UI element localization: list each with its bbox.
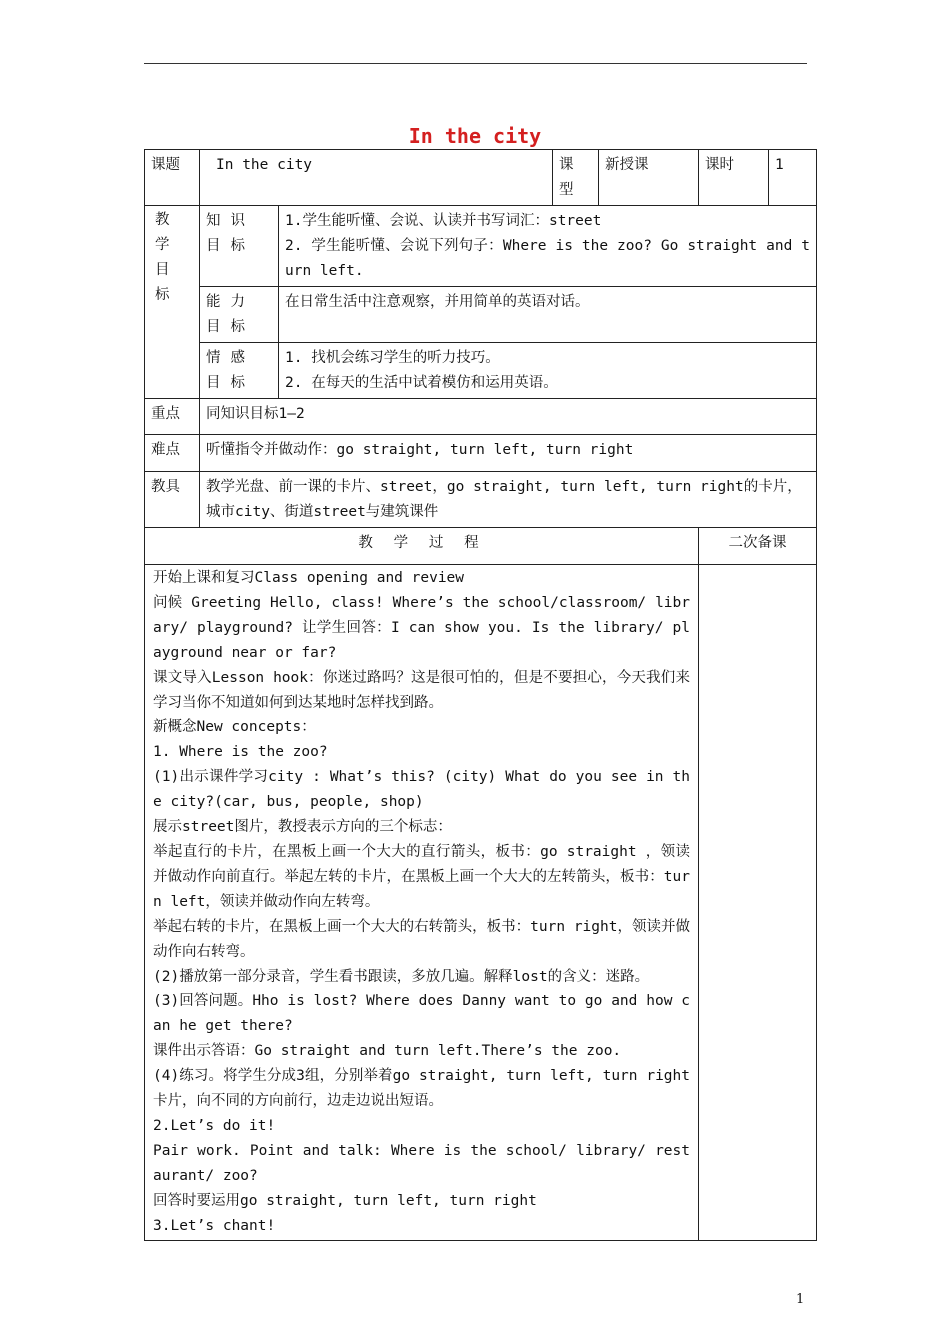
knowledge-label [200,206,279,287]
emotion-label [200,343,279,399]
process-line: (3)回答问题。Hho is lost? Where does Danny want to go and how can he get there? [153,993,690,1035]
process-line: 举起右转的卡片，在黑板上画一个大大的右转箭头，板书：turn right，领读并做动作向右转弯。 [153,918,690,960]
process-line: 课文导入Lesson hook：你迷过路吗？这是很可怕的，但是不要担心，今天我们来学习当你不知道如何到达某地时怎样找到路。 [153,669,690,711]
materials-value: 教学光盘、前一课的卡片、street，go straight, turn left, turn right的卡片，城市city、街道street与建筑课件 [200,472,817,528]
key-points-label: 重点 [145,399,200,435]
process-line: 2.Let’s do it! [153,1117,276,1134]
process-line: 新概念New concepts： [153,719,316,736]
topic-label: 课题 [145,150,200,206]
ability-content [279,287,817,343]
period-value: 1 [769,150,817,206]
process-content [145,565,699,1241]
emotion-label-text: 情感目标 [206,350,255,391]
ability-label [200,287,279,343]
page-number: 1 [796,1292,805,1307]
ability-line-1: 在日常生活中注意观察，并用简单的英语对话。 [285,294,590,310]
topic-value-text: In the city [216,157,313,173]
process-line: 3.Let’s chant! [153,1217,276,1234]
objectives-label [145,206,200,399]
knowledge-label-text: 知识目标 [206,213,255,254]
knowledge-line-2: 2. 学生能听懂、会说下列句子：Where is the zoo? Go straight and turn left. [285,238,810,279]
notes-content [699,565,817,1241]
emotion-content [279,343,817,399]
header-rule [144,63,807,64]
page-title: In the city [408,124,542,148]
process-line: 回答时要运用go straight, turn left, turn right [153,1192,537,1209]
topic-value [200,150,553,206]
process-line: (2)播放第一部分录音，学生看书跟读，多放几遍。解释lost的含义：迷路。 [153,968,650,985]
materials-label: 教具 [145,472,200,528]
knowledge-line-1: 1.学生能听懂、会说、认读并书写词汇：street [285,213,602,229]
notes-header: 二次备课 [699,528,817,565]
type-label: 课型 [553,150,599,206]
type-value: 新授课 [599,150,699,206]
difficulties-value: 听懂指令并做动作：go straight, turn left, turn right [200,435,817,472]
process-header [145,528,699,565]
process-line: 问候 Greeting Hello, class! Where’s the school/classroom/ library/ playground? 让学生回答：I can show you. Is the library/ playground near or far? [153,594,690,661]
ability-label-text: 能力目标 [206,294,255,335]
process-line: 1. Where is the zoo? [153,744,328,761]
lesson-plan-table [144,149,817,1241]
process-line: (4)练习。将学生分成3组，分别举着go straight, turn left, turn right卡片，向不同的方向前行，边走边说出短语。 [153,1068,690,1110]
process-header-text: 教 学 过 程 [358,535,485,551]
period-label: 课时 [699,150,769,206]
process-line: 展示street图片，教授表示方向的三个标志： [153,819,452,836]
process-line: 课件出示答语：Go straight and turn left.There’s the zoo. [153,1043,622,1060]
process-line: 举起直行的卡片，在黑板上画一个大大的直行箭头，板书：go straight ，领读并做动作向前直行。举起左转的卡片，在黑板上画一个大大的左转箭头，板书：turn left，领读并做动作向左转弯。 [153,843,690,910]
key-points-value: 同知识目标1—2 [200,399,817,435]
difficulties-label: 难点 [145,435,200,472]
knowledge-content [279,206,817,287]
emotion-line-1: 1. 找机会练习学生的听力技巧。 [285,350,500,366]
process-line: Pair work. Point and talk: Where is the school/ library/ restaurant/ zoo? [153,1142,690,1184]
objectives-label-text: 教学目标 [155,212,170,303]
process-line: (1)出示课件学习city : What’s this? (city) What do you see in the city?(car, bus, people, shop) [153,769,690,811]
process-line: 开始上课和复习Class opening and review [153,570,465,586]
emotion-line-2: 2. 在每天的生活中试着模仿和运用英语。 [285,375,558,391]
